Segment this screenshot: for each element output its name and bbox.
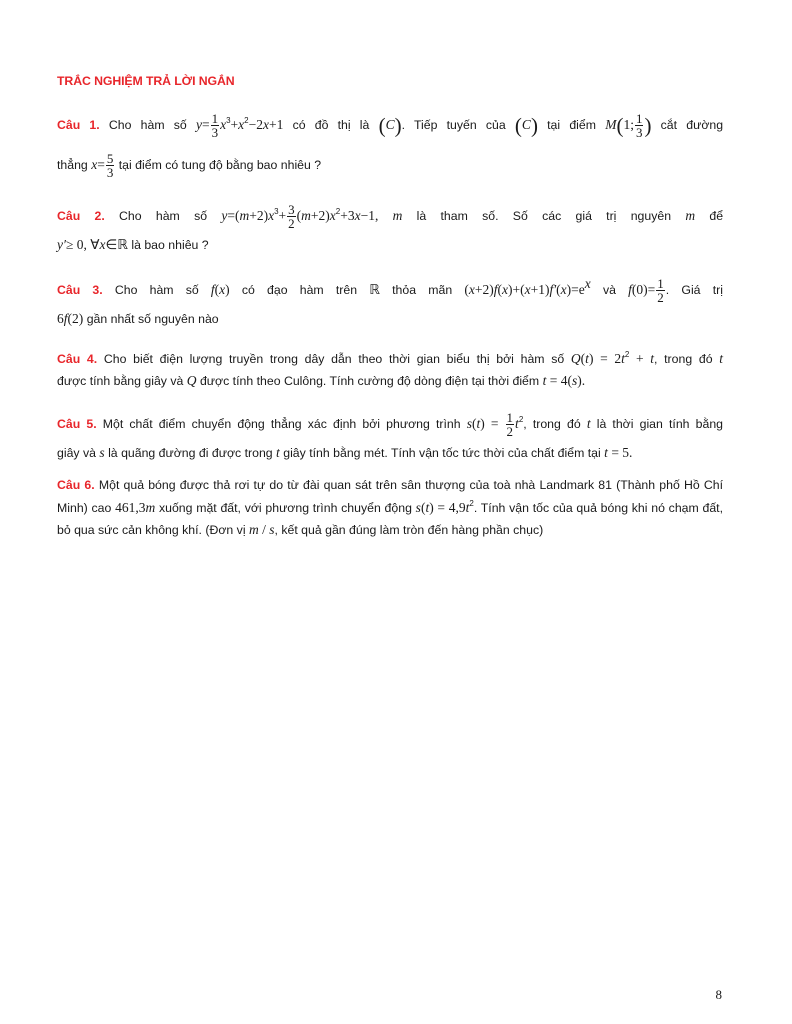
question-5: Câu 5. Một chất điểm chuyển động thẳng xác định bởi phương trình s(t) = $\frac{1}{2}$ $t^2$, trong đó t là thời gian tính bằng giây và s là quãng đường đi được trong t giây tính bằng mét. Tính vận tốc tức thời của chất điểm tại t = 5.	[57, 410, 723, 460]
question-label: Câu 6.	[57, 478, 95, 492]
question-label: Câu 5.	[57, 417, 97, 431]
question-3: Câu 3. Cho hàm số f(x) có đạo hàm trên ℝ thỏa mãn $(x+2)f(x)+(x+1)f'(x)=e^x$ và f(0)= $\frac{1}{2}$ . Giá trị 6f(2) gần nhất số nguyên nào	[57, 276, 723, 326]
section-title: TRẮC NGHIỆM TRẢ LỜI NGẮN	[57, 74, 235, 88]
question-label: Câu 3.	[57, 283, 103, 297]
page-number: 8	[715, 987, 722, 1002]
question-6: Câu 6. Một quả bóng được thả rơi tự do từ đài quan sát trên sân thượng của toà nhà Landmark 81 (Thành phố Hồ Chí Minh) cao 461,3m xuống mặt đất, với phương trình chuyển động $s(t) = 4,9t^2$. Tính vận tốc của quả bóng khi nó chạm đất, bỏ qua sức cản không khí. (Đơn vị m / s, kết quả gần đúng làm tròn đến hàng phần chục)	[57, 478, 724, 537]
question-label: Câu 2.	[57, 209, 105, 223]
question-2: Câu 2. Cho hàm số $y=(m+2)x^3+$ $\frac{3}{2}$ $(m+2)x^2+3x-1$, m là tham số. Số các giá trị nguyên m để y′≥ 0, ∀x∈ℝ là bao nhiêu ?	[57, 202, 724, 252]
question-1: Câu 1. Cho hàm số y= $\frac{1}{3}$ $x^3+x^2-2x+1$ có đồ thị là (C). Tiếp tuyến của (C) tại điểm M(1; $\frac{1}{3}$ ) cắt đường thẳng x= $\frac{5}{3}$ tại điểm có tung độ bằng bao nhiêu ?	[57, 111, 724, 181]
question-label: Câu 1.	[57, 118, 100, 132]
question-label: Câu 4.	[57, 352, 98, 366]
question-4: Câu 4. Cho biết điện lượng truyền trong dây dẫn theo thời gian biểu thị bởi hàm số $Q(t) = 2t^2 + t$, trong đó t được tính bằng giây và Q được tính theo Culông. Tính cường độ dòng điện tại thời điểm t = 4(s).	[57, 350, 723, 388]
